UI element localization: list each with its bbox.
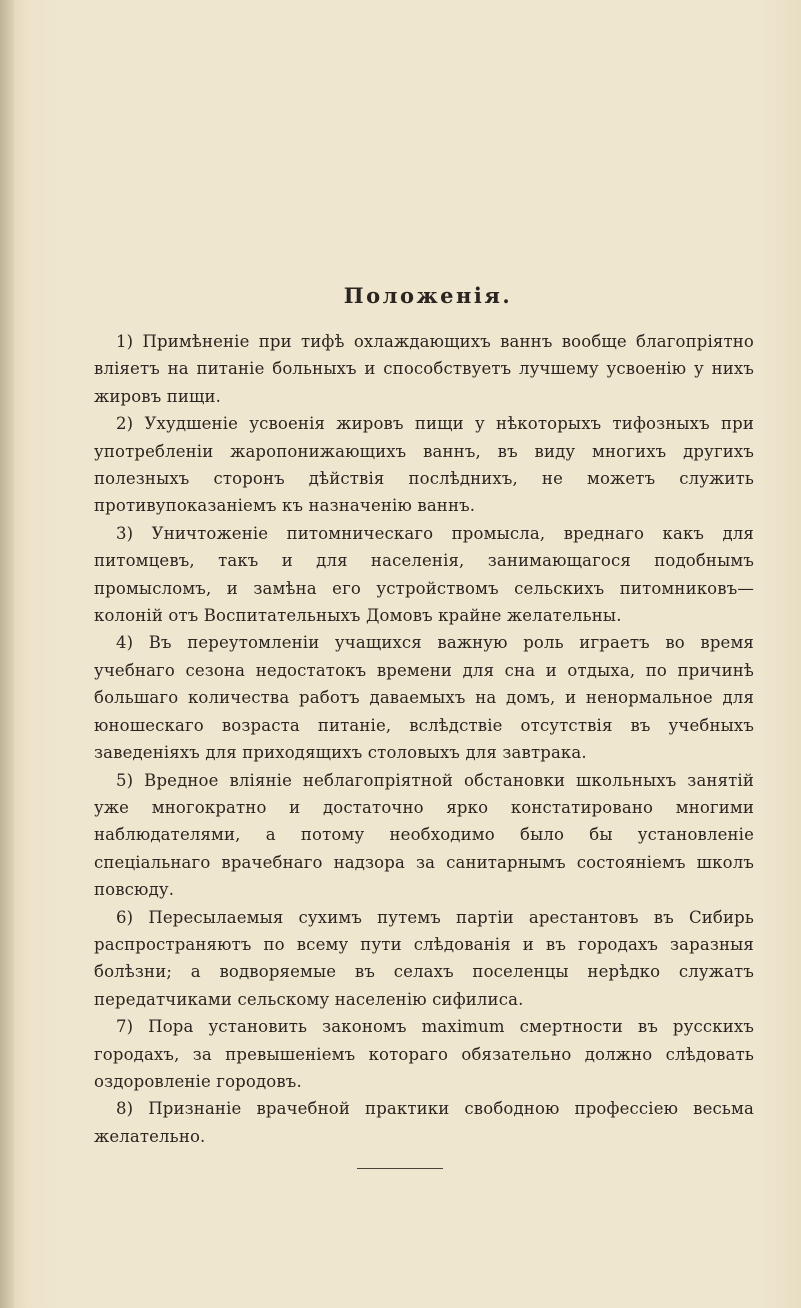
thesis-5: 5) Вредное вліяніе неблагопріятной обстановки школьныхъ занятій уже многократно и достаточно ярко констатировано многими наблюдателями, а потому необходимо было бы установленіе спеціальнаго врачебнаго надзора за санитарнымъ состояніемъ школъ повсюду. [94, 770, 754, 900]
thesis-4: 4) Въ переутомленіи учащихся важную роль играетъ во время учебнаго сезона недостатокъ времени для сна и отдыха, по причинѣ большаго количества работъ даваемыхъ на домъ, и ненормальное для юношескаго возраста питаніе, вслѣдствіе отсутствія въ учебныхъ заведеніяхъ для приходящихъ столовыхъ для завтрака. [94, 633, 754, 763]
book-spine-shadow [0, 0, 14, 1308]
thesis-1: 1) Примѣненіе при тифѣ охлаждающихъ ваннъ вообще благопріятно вліяетъ на питаніе больныхъ и способствуетъ лучшему усвоенію у нихъ жировъ пищи. [94, 332, 754, 406]
thesis-3: 3) Уничтоженіе питомническаго промысла, вреднаго какъ для питомцевъ, такъ и для населенія, занимающагося подобнымъ промысломъ, и замѣна его устройствомъ сельскихъ питомниковъ—колоній отъ Воспитательныхъ Домовъ крайне желательны. [94, 523, 754, 626]
thesis-2: 2) Ухудшеніе усвоенія жировъ пищи у нѣкоторыхъ тифозныхъ при употребленіи жаропонижающихъ ваннъ, въ виду многихъ другихъ полезныхъ сторонъ дѣйствія послѣднихъ, не можетъ служить противупоказаніемъ къ назначенію ваннъ. [94, 414, 754, 516]
thesis-6: 6) Пересылаемыя сухимъ путемъ партіи арестантовъ въ Сибирь распространяютъ по всему пути слѣдованія и въ городахъ заразныя болѣзни; а водворяемые въ селахъ поселенцы нерѣдко служатъ передатчиками сельскому населенію сифилиса. [94, 907, 754, 1009]
closing-rule [357, 1168, 443, 1169]
page-title: Положенія. [343, 283, 513, 308]
theses-section [94, 282, 754, 1150]
thesis-7: 7) Пора установить закономъ maximum смертности въ русскихъ городахъ, за превышеніемъ котораго обязательно должно слѣдовать оздоровленіе городовъ. [94, 1017, 754, 1091]
thesis-8: 8) Признаніе врачебной практики свободною профессіею весьма желательно. [94, 1099, 754, 1146]
